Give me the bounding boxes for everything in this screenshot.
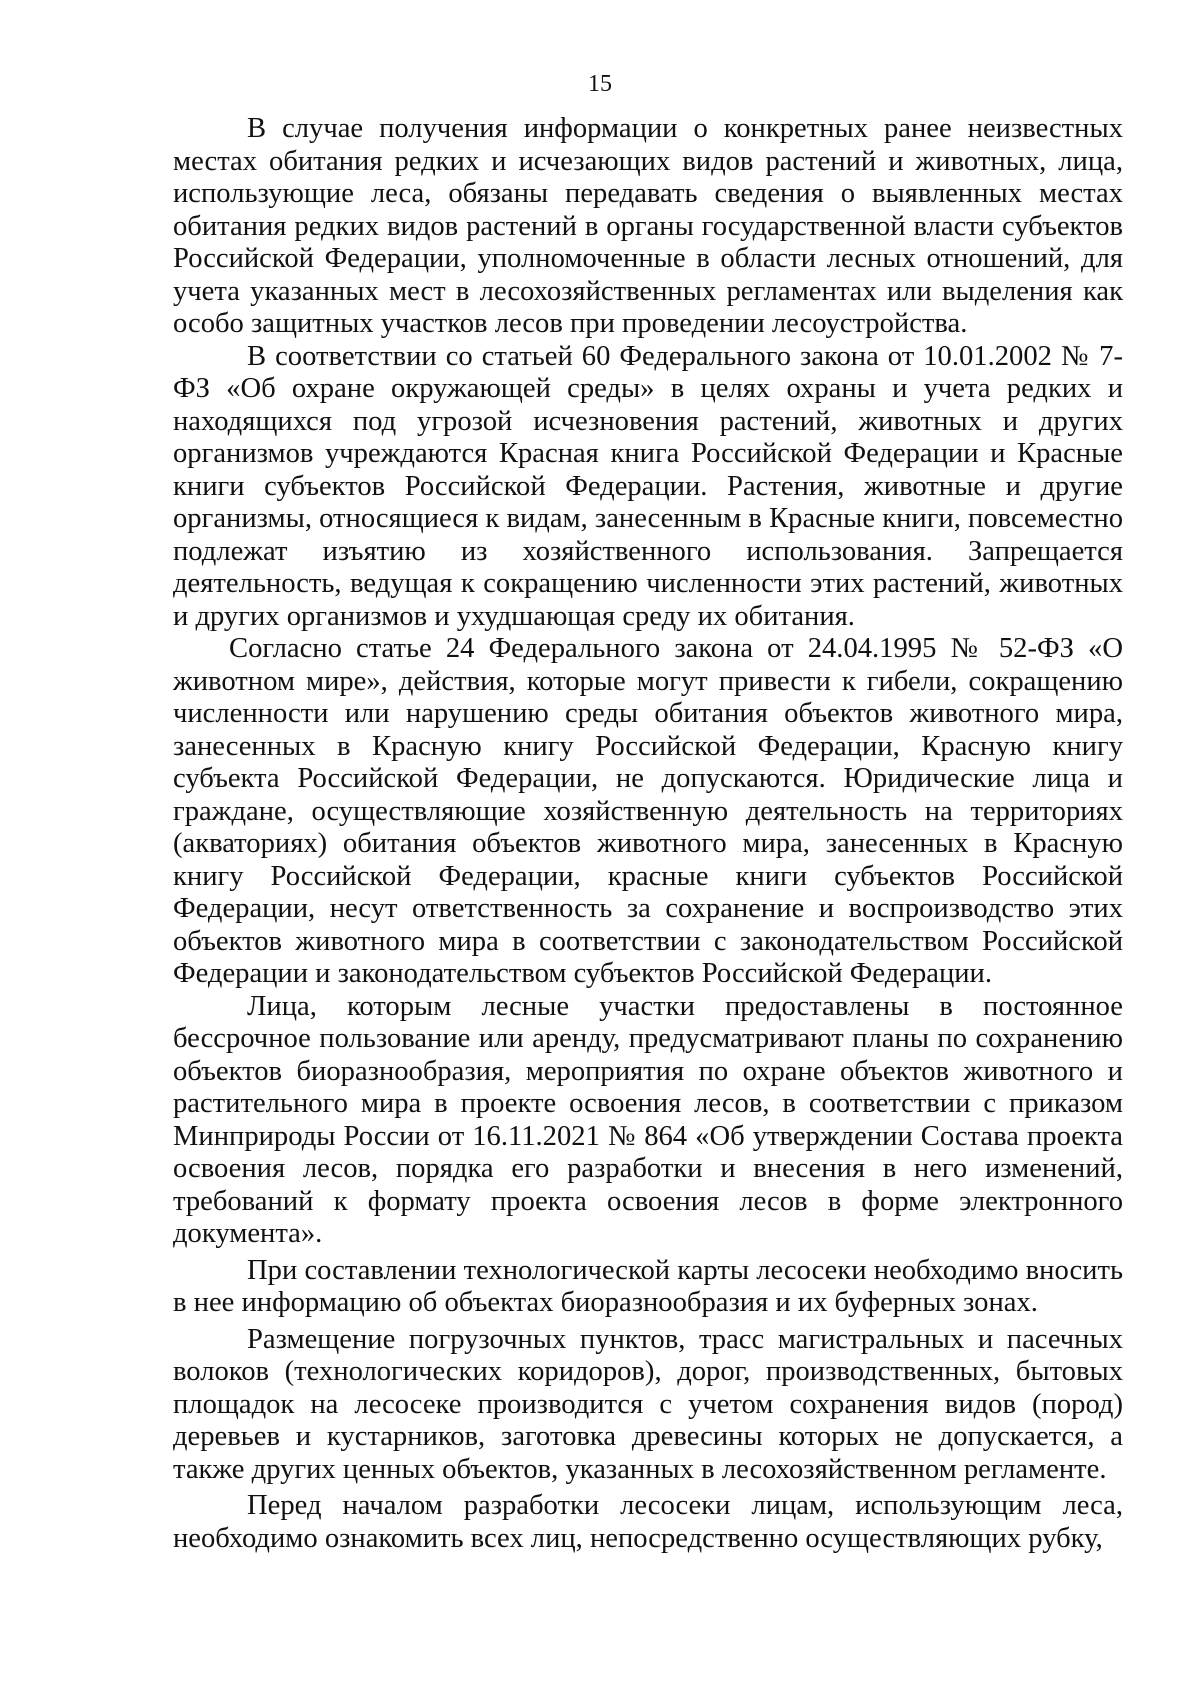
paragraph-tech-map: При составлении технологической карты лесосеки необходимо вносить в нее информацию об объектах биоразнообразия и их буферных зонах. xyxy=(173,1254,1123,1318)
paragraph-article-24: Согласно статье 24 Федерального закона от 24.04.1995 № 52-ФЗ «О животном мире», действия, которые могут привести к гибели, сокращению численности или нарушению среды обитания объектов животного мира, занесенных в Красную книгу Российской Федерации, Красную книгу субъекта Российской Федерации, не допускаются. Юридические лица и граждане, осуществляющие хозяйственную деятельность на территориях (акваториях) обитания объектов животного мира, занесенных в Красную книгу Российской Федерации, красные книги субъектов Российской Федерации, несут ответственность за сохранение и воспроизводство этих объектов животного мира в соответствии с законодательством Российской Федерации и законодательством субъектов Российской Федерации. xyxy=(173,633,1123,989)
paragraph-article-60: В соответствии со статьей 60 Федерального закона от 10.01.2002 № 7-ФЗ «Об охране окружающей среды» в целях охраны и учета редких и находящихся под угрозой исчезновения растений, животных и других организмов учреждаются Красная книга Российской Федерации и Красные книги субъектов Российской Федерации. Растения, животные и другие организмы, относящиеся к видам, занесенным в Красные книги, повсеместно подлежат изъятию из хозяйственного использования. Запрещается деятельность, ведущая к сокращению численности этих растений, животных и других организмов и ухудшающая среду их обитания. xyxy=(173,340,1123,632)
page-number: 15 xyxy=(588,71,612,97)
paragraph-red-species-info: В случае получения информации о конкретных ранее неизвестных местах обитания редких и исчезающих видов растений и животных, лица, использующие леса, обязаны передавать сведения о выявленных местах обитания редких видов растений в органы государственной власти субъектов Российской Федерации, уполномоченные в области лесных отношений, для учета указанных мест в лесохозяйственных регламентах или выделения как особо защитных участков лесов при проведении лесоустройства. xyxy=(173,113,1123,339)
document-body xyxy=(173,113,1123,1555)
paragraph-placement: Размещение погрузочных пунктов, трасс магистральных и пасечных волоков (технологических коридоров), дорог, производственных, бытовых площадок на лесосеке производится с учетом сохранения видов (пород) деревьев и кустарников, заготовка древесины которых не допускается, а также других ценных объектов, указанных в лесохозяйственном регламенте. xyxy=(173,1323,1123,1485)
paragraph-before-cutting: Перед началом разработки лесосеки лицам, использующим леса, необходимо ознакомить всех лиц, непосредственно осуществляющих рубку, xyxy=(173,1490,1123,1554)
paragraph-forest-users: Лица, которым лесные участки предоставлены в постоянное бессрочное пользование или аренду, предусматривают планы по сохранению объектов биоразнообразия, мероприятия по охране объектов животного и растительного мира в проекте освоения лесов, в соответствии с приказом Минприроды России от 16.11.2021 № 864 «Об утверждении Состава проекта освоения лесов, порядка его разработки и внесения в него изменений, требований к формату проекта освоения лесов в форме электронного документа». xyxy=(173,990,1123,1249)
